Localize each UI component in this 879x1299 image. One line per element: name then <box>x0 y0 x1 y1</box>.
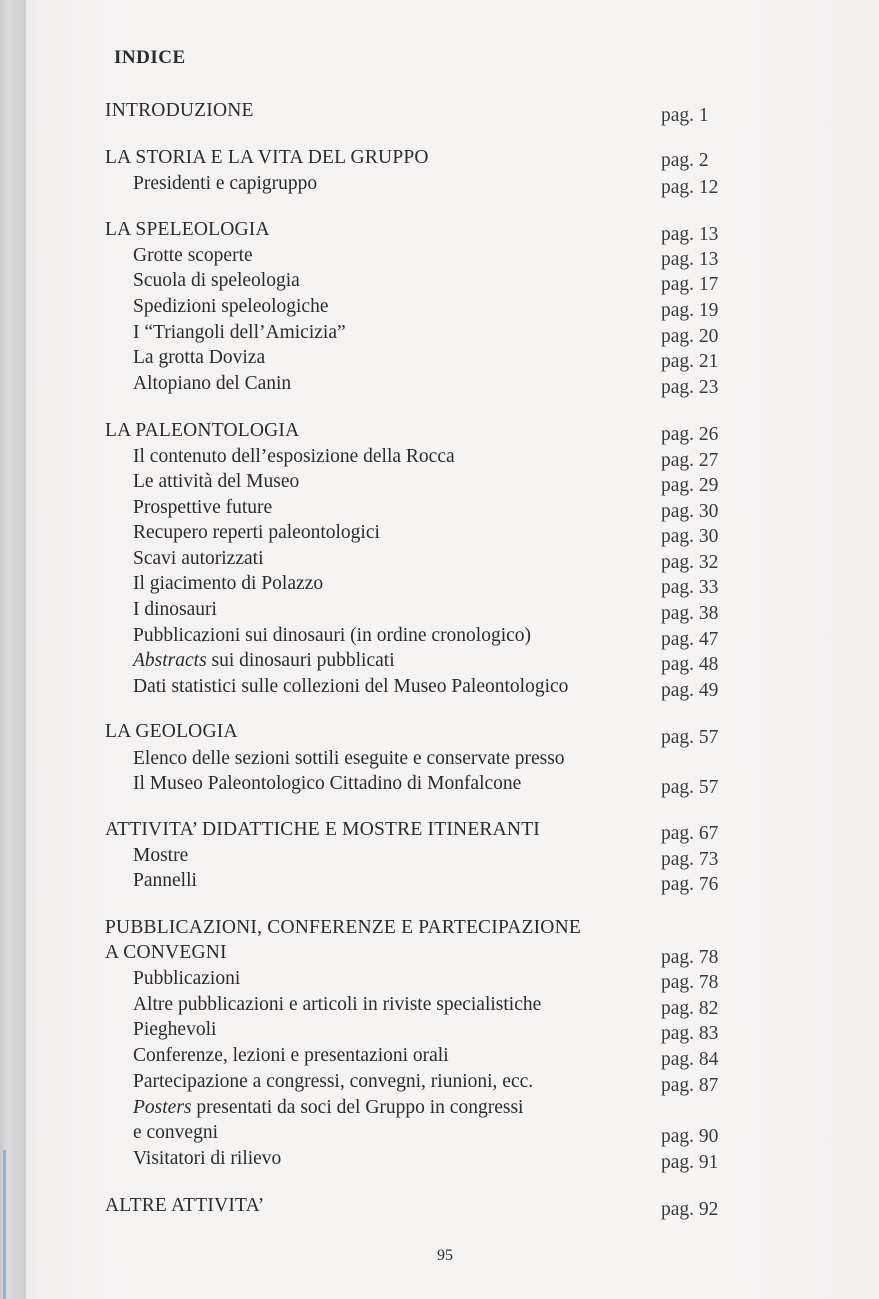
toc-page-spedizioni: pag. 19 <box>661 300 719 321</box>
toc-page-geologia: pag. 57 <box>661 727 719 748</box>
toc-page-visitatori: pag. 91 <box>661 1152 719 1173</box>
toc-page-triangoli: pag. 20 <box>661 326 719 347</box>
abstracts-italic: Abstracts <box>133 650 207 671</box>
toc-entry-pannelli: Pannelli <box>133 870 197 891</box>
toc-page-mostre: pag. 73 <box>661 849 719 870</box>
toc-page-grotte: pag. 13 <box>661 249 719 270</box>
toc-section-speleologia: LA SPELEOLOGIA <box>105 219 270 240</box>
toc-entry-prospettive: Prospettive future <box>133 497 273 518</box>
toc-entry-presidenti: Presidenti e capigruppo <box>133 173 318 194</box>
toc-page-storia: pag. 2 <box>661 150 709 171</box>
toc-entry-visitatori: Visitatori di rilievo <box>133 1148 282 1169</box>
toc-entry-scavi: Scavi autorizzati <box>133 548 264 569</box>
abstracts-rest: sui dinosauri pubblicati <box>206 650 395 671</box>
toc-page-introduzione: pag. 1 <box>661 105 709 126</box>
toc-entry-contenuto: Il contenuto dell’esposizione della Rocca <box>133 446 455 467</box>
toc-page-canin: pag. 23 <box>661 377 719 398</box>
toc-page-dati: pag. 49 <box>661 680 719 701</box>
toc-page-scuola: pag. 17 <box>661 274 719 295</box>
toc-entry-sezioni-2: Il Museo Paleontologico Cittadino di Monfalcone <box>133 773 522 794</box>
toc-entry-polazzo: Il giacimento di Polazzo <box>133 573 324 594</box>
toc-section-pubblicazioni-line1: PUBBLICAZIONI, CONFERENZE E PARTECIPAZIONE <box>105 917 581 938</box>
toc-page-doviza: pag. 21 <box>661 351 719 372</box>
toc-entry-scuola: Scuola di speleologia <box>133 270 300 291</box>
toc-page-pubblicazioni-section: pag. 78 <box>661 947 719 968</box>
toc-page-dinosauri: pag. 38 <box>661 603 719 624</box>
toc-page-didattiche: pag. 67 <box>661 823 719 844</box>
toc-entry-pubblicazioni-dinosauri: Pubblicazioni sui dinosauri (in ordine cronologico) <box>133 625 532 646</box>
toc-entry-posters-line2: e convegni <box>133 1122 219 1143</box>
toc-page-pannelli: pag. 76 <box>661 874 719 895</box>
toc-page-pubblicazioni-dinosauri: pag. 47 <box>661 629 719 650</box>
toc-section-altre-attivita: ALTRE ATTIVITA’ <box>105 1195 265 1216</box>
toc-entry-altre-pubblicazioni: Altre pubblicazioni e articoli in riviste specialistiche <box>133 994 542 1015</box>
toc-entry-spedizioni: Spedizioni speleologiche <box>133 296 329 317</box>
toc-entry-grotte: Grotte scoperte <box>133 245 253 266</box>
toc-section-storia: LA STORIA E LA VITA DEL GRUPPO <box>105 147 429 168</box>
toc-section-pubblicazioni-line2: A CONVEGNI <box>105 942 227 963</box>
toc-page-altre-attivita: pag. 92 <box>661 1199 719 1220</box>
toc-entry-recupero: Recupero reperti paleontologici <box>133 522 380 543</box>
toc-section-didattiche: ATTIVITA’ DIDATTICHE E MOSTRE ITINERANTI <box>105 819 541 840</box>
toc-page-abstracts: pag. 48 <box>661 654 719 675</box>
toc-entry-mostre: Mostre <box>133 845 189 866</box>
toc-page-presidenti: pag. 12 <box>661 177 719 198</box>
toc-entry-doviza: La grotta Doviza <box>133 347 266 368</box>
toc-page-conferenze: pag. 84 <box>661 1049 719 1070</box>
toc-section-introduzione: INTRODUZIONE <box>105 100 254 121</box>
toc-page-paleontologia: pag. 26 <box>661 424 719 445</box>
posters-italic: Posters <box>133 1097 192 1118</box>
toc-page-scavi: pag. 32 <box>661 552 719 573</box>
toc-entry-partecipazione: Partecipazione a congressi, convegni, riunioni, ecc. <box>133 1071 534 1092</box>
toc-entry-pieghevoli: Pieghevoli <box>133 1019 217 1040</box>
toc-entry-conferenze: Conferenze, lezioni e presentazioni orali <box>133 1045 449 1066</box>
toc-page-attivita-museo: pag. 29 <box>661 475 719 496</box>
toc-page-pieghevoli: pag. 83 <box>661 1023 719 1044</box>
toc-page-sezioni: pag. 57 <box>661 777 719 798</box>
toc-section-paleontologia: LA PALEONTOLOGIA <box>105 420 300 441</box>
toc-page-pubblicazioni: pag. 78 <box>661 972 719 993</box>
toc-page-recupero: pag. 30 <box>661 526 719 547</box>
toc-entry-canin: Altopiano del Canin <box>133 373 292 394</box>
toc-entry-dinosauri: I dinosauri <box>133 599 217 620</box>
page-title: INDICE <box>114 47 186 68</box>
toc-entry-abstracts <box>133 650 395 672</box>
toc-entry-posters <box>133 1097 523 1119</box>
toc-page-speleologia: pag. 13 <box>661 224 719 245</box>
toc-section-geologia: LA GEOLOGIA <box>105 721 238 742</box>
toc-entry-sezioni-1: Elenco delle sezioni sottili eseguite e conservate presso <box>133 748 565 769</box>
toc-entry-pubblicazioni: Pubblicazioni <box>133 968 241 989</box>
toc-entry-triangoli: I “Triangoli dell’Amicizia” <box>133 322 346 343</box>
page-number: 95 <box>437 1247 453 1264</box>
toc-entry-attivita-museo: Le attività del Museo <box>133 471 300 492</box>
toc-page-posters: pag. 90 <box>661 1126 719 1147</box>
toc-entry-dati: Dati statistici sulle collezioni del Museo Paleontologico <box>133 676 569 697</box>
page-binding-edge <box>0 0 26 1299</box>
toc-page-prospettive: pag. 30 <box>661 501 719 522</box>
posters-rest: presentati da soci del Gruppo in congressi <box>191 1097 524 1118</box>
toc-page-contenuto: pag. 27 <box>661 450 719 471</box>
toc-page-partecipazione: pag. 87 <box>661 1075 719 1096</box>
toc-page-altre-pubblicazioni: pag. 82 <box>661 998 719 1019</box>
toc-page-polazzo: pag. 33 <box>661 577 719 598</box>
